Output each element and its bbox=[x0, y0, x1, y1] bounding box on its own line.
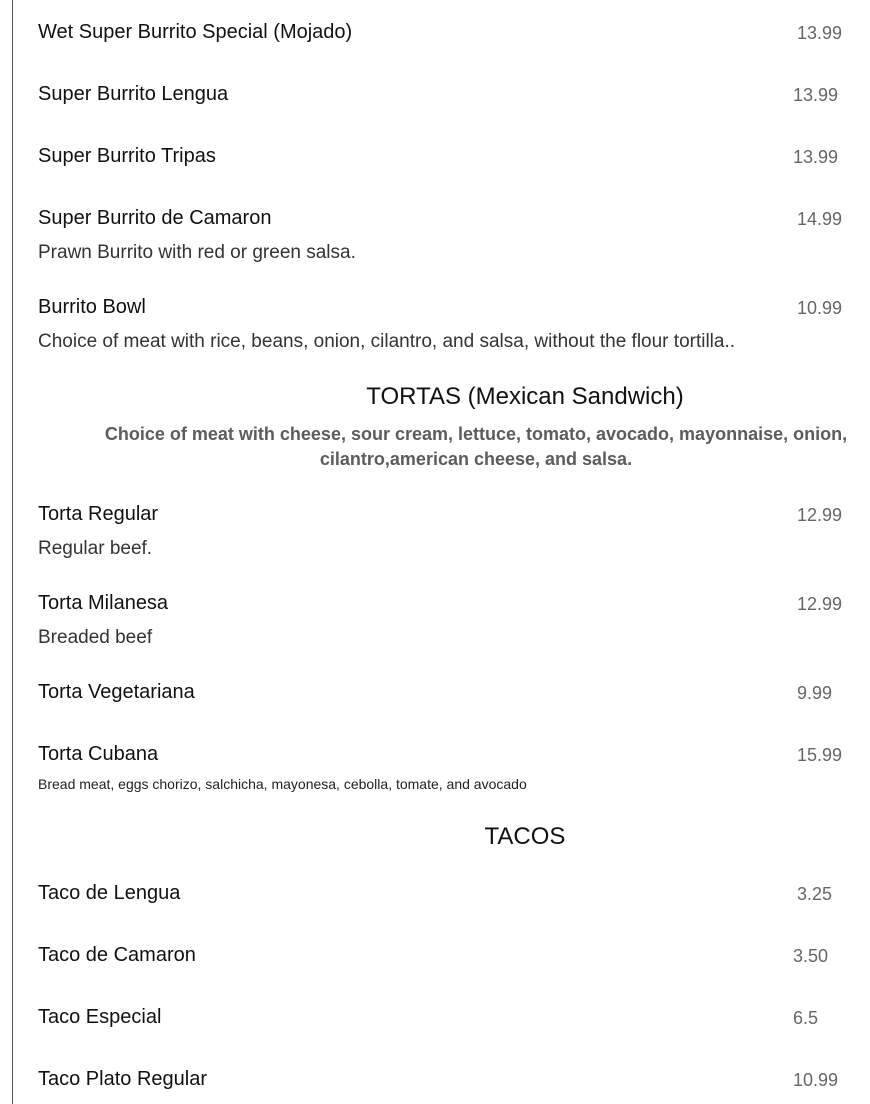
menu-item-price: 12.99 bbox=[797, 594, 843, 614]
menu-item-name: Torta Vegetariana bbox=[38, 681, 195, 703]
menu-item-name: Taco Especial bbox=[38, 1006, 162, 1028]
section-subheading-tortas: Choice of meat with cheese, sour cream, lettuce, tomato, avocado, mayonnaise, onion, cilantro,american cheese, and salsa. bbox=[104, 424, 848, 469]
menu-item-name: Torta Cubana bbox=[38, 743, 159, 765]
menu-item-name: Super Burrito de Camaron bbox=[38, 207, 272, 229]
menu-item-name: Torta Milanesa bbox=[38, 592, 169, 614]
menu-item-description: Regular beef. bbox=[38, 538, 153, 559]
menu-item-description: Bread meat, eggs chorizo, salchicha, mayonesa, cebolla, tomate, and avocado bbox=[38, 776, 527, 792]
menu-item-description: Breaded beef bbox=[38, 627, 153, 648]
menu-item-price: 10.99 bbox=[793, 1070, 839, 1090]
menu-item-price: 13.99 bbox=[793, 147, 839, 167]
menu-item-price: 6.5 bbox=[793, 1008, 819, 1028]
menu-item-name: Taco Plato Regular bbox=[38, 1068, 207, 1090]
menu-item-price: 12.99 bbox=[797, 505, 843, 525]
menu-item-name: Taco de Lengua bbox=[38, 882, 181, 904]
menu-item-description: Prawn Burrito with red or green salsa. bbox=[38, 242, 356, 263]
menu-item-price: 14.99 bbox=[797, 209, 843, 229]
section-heading-tacos: TACOS bbox=[484, 823, 566, 850]
section-heading-tortas: TORTAS (Mexican Sandwich) bbox=[366, 383, 684, 410]
menu-item-name: Taco de Camaron bbox=[38, 944, 196, 966]
left-border-line bbox=[12, 0, 13, 1104]
menu-item-name: Torta Regular bbox=[38, 503, 159, 525]
menu-item-price: 3.25 bbox=[797, 884, 833, 904]
menu-item-price: 3.50 bbox=[793, 946, 829, 966]
menu-item-price: 15.99 bbox=[797, 745, 843, 765]
menu-item-price: 9.99 bbox=[797, 683, 833, 703]
menu-item-name: Super Burrito Lengua bbox=[38, 83, 229, 105]
menu-item-description: Choice of meat with rice, beans, onion, cilantro, and salsa, without the flour tortilla.. bbox=[38, 331, 736, 352]
menu-item-price: 13.99 bbox=[793, 85, 839, 105]
menu-item-name: Wet Super Burrito Special (Mojado) bbox=[38, 21, 353, 43]
menu-item-name: Burrito Bowl bbox=[38, 296, 146, 318]
menu-item-name: Super Burrito Tripas bbox=[38, 145, 216, 167]
menu-item-price: 13.99 bbox=[797, 23, 843, 43]
menu-item-price: 10.99 bbox=[797, 298, 843, 318]
